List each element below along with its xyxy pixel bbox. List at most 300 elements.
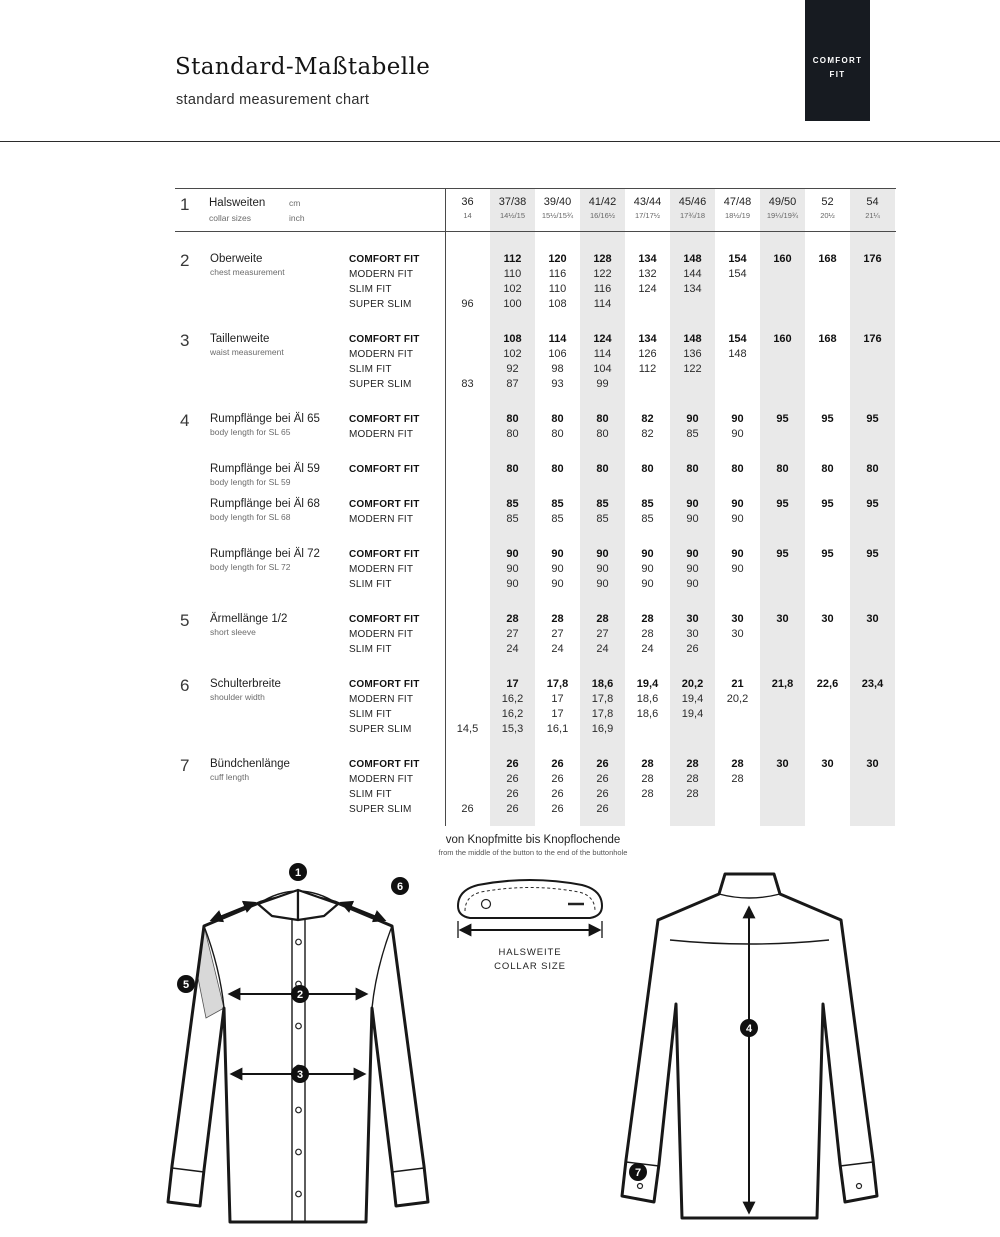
value-cell bbox=[715, 577, 760, 592]
value-cell: 17 bbox=[551, 693, 564, 705]
value-cell: 168 bbox=[818, 333, 837, 345]
value-cell: 106 bbox=[548, 348, 567, 360]
value-cell bbox=[850, 512, 895, 527]
value-cell: 160 bbox=[773, 333, 792, 345]
value-cell bbox=[715, 707, 760, 722]
row-number: 4 bbox=[180, 411, 190, 430]
value-cell bbox=[445, 497, 490, 512]
section-label bbox=[209, 612, 349, 657]
value-cell: 90 bbox=[731, 563, 744, 575]
size-inch-value: 14½/15 bbox=[499, 211, 526, 220]
value-cell: 134 bbox=[638, 253, 657, 265]
row-number: 2 bbox=[180, 251, 190, 270]
value-cell: 26 bbox=[551, 773, 564, 785]
value-cell: 80 bbox=[506, 413, 519, 425]
value-cell: 148 bbox=[728, 348, 747, 360]
value-cell bbox=[625, 722, 670, 737]
value-cell: 124 bbox=[593, 333, 612, 345]
value-cell: 30 bbox=[776, 613, 789, 625]
size-inch-value: 21¼ bbox=[865, 211, 880, 220]
size-cm-value: 43/44 bbox=[633, 196, 662, 208]
value-cell: 148 bbox=[683, 253, 702, 265]
value-cell bbox=[805, 692, 850, 707]
value-cell: 102 bbox=[503, 283, 522, 295]
collar-sizes-label bbox=[209, 196, 445, 226]
value-cell: 16,2 bbox=[501, 693, 524, 705]
value-cell: 24 bbox=[596, 643, 609, 655]
value-cell bbox=[760, 427, 805, 442]
value-cell: 24 bbox=[506, 643, 519, 655]
marker-chest-number: 2 bbox=[296, 989, 304, 1001]
value-cell: 28 bbox=[731, 758, 744, 770]
section-label bbox=[209, 497, 349, 527]
value-cell: 27 bbox=[596, 628, 609, 640]
shirt-front-diagram bbox=[148, 856, 448, 1236]
value-cell: 16,1 bbox=[546, 723, 569, 735]
value-cell: 24 bbox=[641, 643, 654, 655]
size-column-header bbox=[580, 196, 625, 220]
section-label-en: body length for SL 72 bbox=[210, 562, 291, 572]
size-column-header bbox=[805, 196, 850, 220]
value-cell bbox=[715, 722, 760, 737]
value-cell: 80 bbox=[551, 463, 564, 475]
row-number bbox=[175, 547, 209, 592]
value-cell: 112 bbox=[638, 363, 657, 375]
value-cell: 85 bbox=[641, 498, 654, 510]
value-cell: 90 bbox=[641, 563, 654, 575]
buttonhole-note-de: von Knopfmitte bis Knopflochende bbox=[445, 834, 621, 846]
value-cell: 30 bbox=[776, 758, 789, 770]
collar-size-label bbox=[494, 946, 566, 975]
value-cell bbox=[760, 692, 805, 707]
value-cell: 85 bbox=[506, 513, 519, 525]
marker-cuff-number: 7 bbox=[634, 1167, 642, 1179]
size-cm-value: 39/40 bbox=[543, 196, 572, 208]
value-cell: 90 bbox=[686, 498, 699, 510]
value-cell bbox=[715, 362, 760, 377]
shirt-back-diagram bbox=[602, 856, 897, 1236]
section-label-en: shoulder width bbox=[210, 692, 265, 702]
value-cell: 18,6 bbox=[591, 678, 614, 690]
value-cell: 17 bbox=[551, 708, 564, 720]
value-cell bbox=[760, 627, 805, 642]
value-cell bbox=[850, 282, 895, 297]
value-cell bbox=[445, 562, 490, 577]
size-inch-value: 19¼/19¾ bbox=[766, 211, 799, 220]
value-cell: 19,4 bbox=[681, 693, 704, 705]
measurement-table bbox=[175, 188, 896, 826]
page-subtitle: standard measurement chart bbox=[176, 92, 370, 108]
fit-label: SLIM FIT bbox=[349, 644, 392, 655]
value-cell: 17,8 bbox=[591, 693, 614, 705]
section-label-en: body length for SL 59 bbox=[210, 477, 291, 487]
size-column-header bbox=[850, 196, 895, 220]
section-label-en: body length for SL 65 bbox=[210, 427, 291, 437]
value-cell: 116 bbox=[548, 268, 567, 280]
value-cell: 17,8 bbox=[591, 708, 614, 720]
value-cell bbox=[715, 802, 760, 817]
value-cell: 132 bbox=[638, 268, 657, 280]
measurement-section bbox=[175, 612, 896, 657]
value-cell: 14,5 bbox=[456, 723, 479, 735]
value-cell: 17,8 bbox=[546, 678, 569, 690]
section-label-en: body length for SL 68 bbox=[210, 512, 291, 522]
fit-label: SUPER SLIM bbox=[349, 379, 412, 390]
shirt-front-collar bbox=[258, 890, 338, 920]
value-cell: 95 bbox=[866, 498, 879, 510]
value-cell: 26 bbox=[596, 758, 609, 770]
value-cell: 95 bbox=[776, 498, 789, 510]
value-cell: 95 bbox=[821, 413, 834, 425]
measurement-section bbox=[175, 412, 896, 442]
marker-cuff bbox=[629, 1163, 647, 1181]
value-cell: 15,3 bbox=[501, 723, 524, 735]
value-cell: 90 bbox=[731, 548, 744, 560]
value-cell bbox=[850, 722, 895, 737]
value-cell: 126 bbox=[638, 348, 657, 360]
label-de-text: Halsweiten bbox=[209, 197, 266, 209]
value-cell bbox=[850, 267, 895, 282]
section-label bbox=[209, 412, 349, 442]
collar-band-diagram bbox=[450, 866, 610, 944]
measurement-section bbox=[175, 462, 896, 487]
value-cell: 21,8 bbox=[771, 678, 794, 690]
value-cell bbox=[760, 362, 805, 377]
collar-size-label-en: COLLAR SIZE bbox=[494, 961, 566, 973]
value-cell bbox=[445, 427, 490, 442]
fit-label: MODERN FIT bbox=[349, 269, 414, 280]
value-cell bbox=[715, 787, 760, 802]
value-cell bbox=[445, 362, 490, 377]
size-inch-value: 18½/19 bbox=[724, 211, 751, 220]
value-cell: 85 bbox=[551, 498, 564, 510]
marker-shoulder-number: 6 bbox=[396, 881, 404, 893]
value-cell: 90 bbox=[641, 578, 654, 590]
size-cm-value: 47/48 bbox=[723, 196, 752, 208]
size-column-header bbox=[670, 196, 715, 220]
fit-label: COMFORT FIT bbox=[349, 334, 420, 345]
value-cell bbox=[670, 297, 715, 312]
section-label-de: Ärmellänge 1/2 bbox=[210, 613, 288, 625]
value-cell: 90 bbox=[506, 563, 519, 575]
value-cell bbox=[625, 377, 670, 392]
marker-body-length-number: 4 bbox=[745, 1023, 753, 1035]
value-cell: 90 bbox=[686, 513, 699, 525]
row-number: 5 bbox=[180, 611, 190, 630]
value-cell: 90 bbox=[641, 548, 654, 560]
value-cell bbox=[670, 722, 715, 737]
value-cell bbox=[760, 297, 805, 312]
value-cell: 30 bbox=[731, 613, 744, 625]
unit-inch-label: inch bbox=[289, 213, 305, 223]
fit-label: MODERN FIT bbox=[349, 774, 414, 785]
fit-label: SLIM FIT bbox=[349, 789, 392, 800]
value-cell bbox=[625, 802, 670, 817]
section-label-de: Rumpflänge bei Äl 72 bbox=[210, 548, 320, 560]
value-cell: 28 bbox=[641, 628, 654, 640]
value-cell: 80 bbox=[641, 463, 654, 475]
size-inch-value: 20½ bbox=[820, 211, 835, 220]
value-cell: 95 bbox=[776, 548, 789, 560]
value-cell bbox=[850, 362, 895, 377]
value-cell bbox=[445, 757, 490, 772]
value-cell bbox=[850, 297, 895, 312]
value-cell: 80 bbox=[686, 463, 699, 475]
value-cell bbox=[850, 577, 895, 592]
label-en-text: collar sizes bbox=[209, 213, 252, 223]
value-cell: 95 bbox=[821, 498, 834, 510]
value-cell: 80 bbox=[731, 463, 744, 475]
fit-label: SUPER SLIM bbox=[349, 804, 412, 815]
header-divider-line bbox=[0, 141, 1000, 142]
badge-line-1: COMFORT bbox=[812, 55, 863, 65]
value-cell: 30 bbox=[686, 628, 699, 640]
value-cell bbox=[445, 267, 490, 282]
size-cm-value: 54 bbox=[866, 196, 879, 208]
value-cell bbox=[805, 722, 850, 737]
size-inch-value: 14 bbox=[463, 211, 472, 220]
value-cell bbox=[760, 642, 805, 657]
value-cell: 148 bbox=[683, 333, 702, 345]
size-cm-value: 41/42 bbox=[588, 196, 617, 208]
value-cell bbox=[760, 267, 805, 282]
value-cell: 90 bbox=[596, 578, 609, 590]
value-cell: 28 bbox=[596, 613, 609, 625]
collar-sizes-line-cm bbox=[209, 196, 445, 211]
value-cell: 85 bbox=[686, 428, 699, 440]
value-cell: 122 bbox=[683, 363, 702, 375]
collar-button bbox=[482, 900, 491, 909]
value-cell bbox=[805, 267, 850, 282]
value-cell: 28 bbox=[641, 613, 654, 625]
value-cell: 28 bbox=[506, 613, 519, 625]
value-cell: 90 bbox=[506, 578, 519, 590]
value-cell: 114 bbox=[593, 348, 612, 360]
value-cell: 30 bbox=[731, 628, 744, 640]
value-cell: 90 bbox=[731, 413, 744, 425]
value-cell: 17 bbox=[506, 678, 519, 690]
value-cell bbox=[805, 787, 850, 802]
value-cell: 124 bbox=[638, 283, 657, 295]
row-number: 3 bbox=[180, 331, 190, 350]
size-cm-value: 49/50 bbox=[768, 196, 797, 208]
fit-label: SLIM FIT bbox=[349, 364, 392, 375]
value-cell: 26 bbox=[596, 803, 609, 815]
measurement-section bbox=[175, 677, 896, 737]
value-cell bbox=[445, 547, 490, 562]
value-cell bbox=[805, 642, 850, 657]
size-inch-value: 16/16½ bbox=[589, 211, 616, 220]
value-cell bbox=[850, 692, 895, 707]
value-cell: 168 bbox=[818, 253, 837, 265]
value-cell: 90 bbox=[686, 563, 699, 575]
value-cell: 110 bbox=[503, 268, 522, 280]
section-label-en: short sleeve bbox=[210, 627, 256, 637]
section-label-de: Schulterbreite bbox=[210, 678, 281, 690]
value-cell bbox=[715, 297, 760, 312]
marker-short-sleeve bbox=[177, 975, 195, 993]
fit-label: MODERN FIT bbox=[349, 564, 414, 575]
value-cell: 30 bbox=[686, 613, 699, 625]
marker-short-sleeve-number: 5 bbox=[182, 979, 190, 991]
size-column-header bbox=[760, 196, 805, 220]
value-cell bbox=[445, 282, 490, 297]
fit-label: SUPER SLIM bbox=[349, 724, 412, 735]
section-label bbox=[209, 332, 349, 392]
fit-label: COMFORT FIT bbox=[349, 679, 420, 690]
size-column-header bbox=[535, 196, 580, 220]
value-cell: 26 bbox=[551, 758, 564, 770]
value-cell: 90 bbox=[686, 578, 699, 590]
size-cm-value: 52 bbox=[821, 196, 834, 208]
section-label-de: Rumpflänge bei Äl 65 bbox=[210, 413, 320, 425]
value-cell: 154 bbox=[728, 253, 747, 265]
section-label bbox=[209, 252, 349, 312]
value-cell bbox=[670, 377, 715, 392]
value-cell: 93 bbox=[551, 378, 564, 390]
value-cell bbox=[850, 772, 895, 787]
fit-label: MODERN FIT bbox=[349, 429, 414, 440]
value-cell: 20,2 bbox=[726, 693, 749, 705]
value-cell: 26 bbox=[596, 773, 609, 785]
value-cell bbox=[805, 347, 850, 362]
value-cell: 27 bbox=[506, 628, 519, 640]
value-cell: 28 bbox=[686, 788, 699, 800]
value-cell bbox=[850, 427, 895, 442]
size-inch-value: 17/17½ bbox=[634, 211, 661, 220]
collar-sizes-line-inch bbox=[209, 211, 445, 226]
value-cell: 116 bbox=[593, 283, 612, 295]
value-cell: 85 bbox=[596, 498, 609, 510]
fit-label: SLIM FIT bbox=[349, 709, 392, 720]
section-label-de: Taillenweite bbox=[210, 333, 270, 345]
size-inch-value: 17¾/18 bbox=[679, 211, 706, 220]
value-cell: 28 bbox=[641, 788, 654, 800]
section-label bbox=[209, 677, 349, 737]
value-cell bbox=[805, 427, 850, 442]
value-cell: 82 bbox=[641, 413, 654, 425]
value-cell: 28 bbox=[686, 758, 699, 770]
section-label bbox=[209, 547, 349, 592]
value-cell: 90 bbox=[506, 548, 519, 560]
value-cell: 108 bbox=[503, 333, 522, 345]
row-number bbox=[175, 497, 209, 527]
size-cm-value: 45/46 bbox=[678, 196, 707, 208]
value-cell bbox=[760, 282, 805, 297]
value-cell bbox=[445, 512, 490, 527]
value-cell bbox=[760, 347, 805, 362]
value-cell bbox=[715, 377, 760, 392]
value-cell: 102 bbox=[503, 348, 522, 360]
fit-label: COMFORT FIT bbox=[349, 499, 420, 510]
value-cell: 80 bbox=[506, 463, 519, 475]
value-cell: 176 bbox=[863, 253, 882, 265]
value-cell bbox=[760, 722, 805, 737]
value-cell bbox=[445, 772, 490, 787]
size-cm-value: 36 bbox=[461, 196, 474, 208]
value-cell: 136 bbox=[683, 348, 702, 360]
value-cell: 108 bbox=[548, 298, 567, 310]
value-cell bbox=[625, 297, 670, 312]
value-cell: 82 bbox=[641, 428, 654, 440]
value-cell: 30 bbox=[866, 758, 879, 770]
row-number: 7 bbox=[180, 756, 190, 775]
size-column-header bbox=[445, 196, 490, 220]
section-label bbox=[209, 757, 349, 817]
size-column-header bbox=[490, 196, 535, 220]
value-cell bbox=[805, 282, 850, 297]
value-cell bbox=[805, 377, 850, 392]
value-cell bbox=[445, 252, 490, 267]
value-cell: 80 bbox=[551, 413, 564, 425]
value-cell: 90 bbox=[596, 548, 609, 560]
value-cell bbox=[445, 677, 490, 692]
value-cell: 26 bbox=[506, 773, 519, 785]
value-cell bbox=[445, 692, 490, 707]
measurement-section bbox=[175, 757, 896, 817]
value-cell: 95 bbox=[821, 548, 834, 560]
value-cell: 28 bbox=[641, 773, 654, 785]
marker-body-length bbox=[740, 1019, 758, 1037]
fit-label: COMFORT FIT bbox=[349, 254, 420, 265]
value-cell: 18,6 bbox=[636, 708, 659, 720]
value-cell: 154 bbox=[728, 333, 747, 345]
fit-label: COMFORT FIT bbox=[349, 464, 420, 475]
value-cell bbox=[805, 707, 850, 722]
value-cell bbox=[445, 577, 490, 592]
value-cell: 90 bbox=[686, 548, 699, 560]
unit-cm-label: cm bbox=[289, 198, 301, 208]
value-cell bbox=[670, 802, 715, 817]
row-number bbox=[175, 462, 209, 477]
value-cell bbox=[445, 707, 490, 722]
value-cell: 30 bbox=[821, 613, 834, 625]
value-cell bbox=[760, 772, 805, 787]
marker-collar bbox=[289, 863, 307, 881]
value-cell: 30 bbox=[866, 613, 879, 625]
size-inch-value: 15½/15¾ bbox=[541, 211, 574, 220]
badge-line-2: FIT bbox=[829, 69, 846, 79]
value-cell bbox=[805, 297, 850, 312]
value-cell bbox=[445, 412, 490, 427]
value-cell: 90 bbox=[731, 428, 744, 440]
collar-size-label-de: HALSWEITE bbox=[498, 947, 562, 958]
value-cell: 30 bbox=[821, 758, 834, 770]
size-column-header bbox=[715, 196, 760, 220]
value-cell bbox=[805, 627, 850, 642]
value-cell: 23,4 bbox=[861, 678, 884, 690]
marker-waist-number: 3 bbox=[296, 1069, 304, 1081]
value-cell: 18,6 bbox=[636, 693, 659, 705]
value-cell: 90 bbox=[551, 563, 564, 575]
buttonhole-note bbox=[323, 834, 743, 857]
value-cell bbox=[760, 787, 805, 802]
fit-label: COMFORT FIT bbox=[349, 549, 420, 560]
value-cell: 87 bbox=[506, 378, 519, 390]
value-cell: 28 bbox=[686, 773, 699, 785]
value-cell: 80 bbox=[596, 428, 609, 440]
value-cell: 16,2 bbox=[501, 708, 524, 720]
value-cell: 154 bbox=[728, 268, 747, 280]
value-cell: 28 bbox=[731, 773, 744, 785]
value-cell: 92 bbox=[506, 363, 519, 375]
value-cell: 28 bbox=[551, 613, 564, 625]
value-cell: 90 bbox=[551, 548, 564, 560]
buttonhole-note-en: from the middle of the button to the end of the buttonhole bbox=[438, 848, 628, 857]
section-label-en: waist measurement bbox=[210, 347, 284, 357]
value-cell: 144 bbox=[683, 268, 702, 280]
value-cell: 95 bbox=[866, 548, 879, 560]
